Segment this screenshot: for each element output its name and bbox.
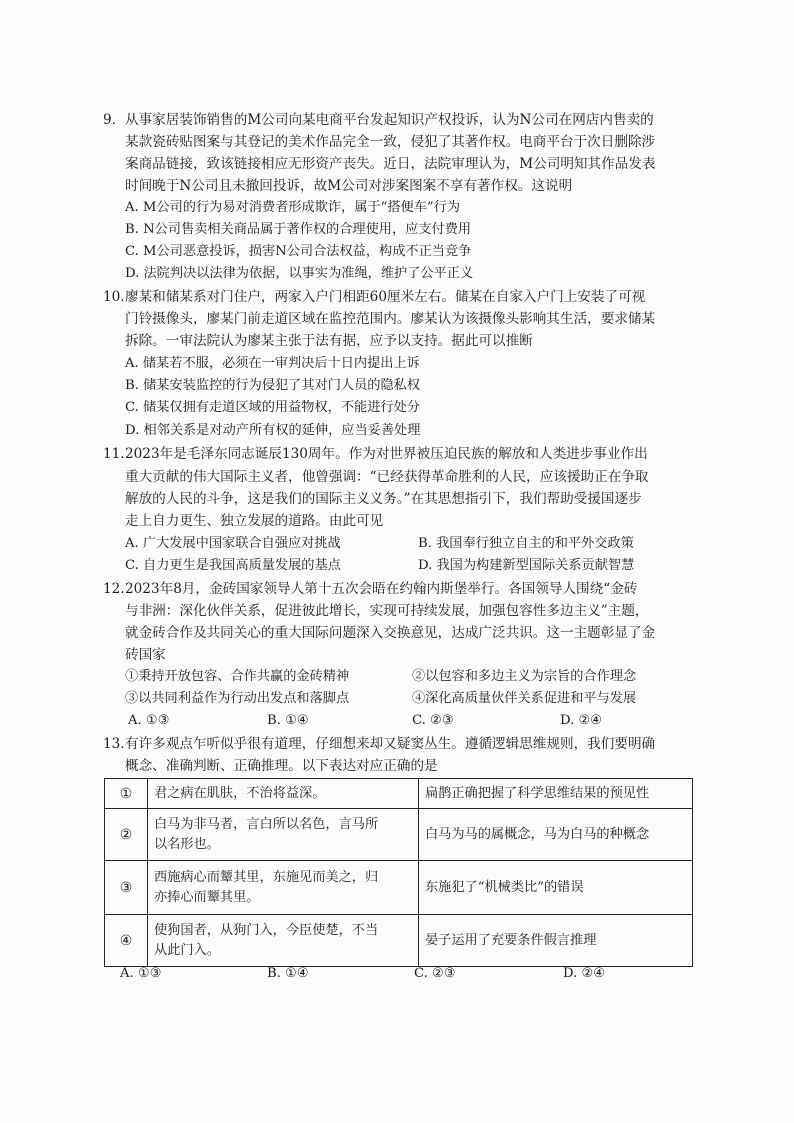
analysis-cell: 白马为马的属概念，马为白马的种概念 [419,809,693,861]
question-stem-line: 时间晚于N公司且未撤回投诉，故M公司对涉案图案不享有著作权。这说明 [125,178,573,194]
question-number: 13. [103,736,125,752]
table-row [105,915,693,967]
question-stem-line: 廖某和储某系对门住户，两家入户门相距60厘米左右。储某在自家入户门上安装了可视 [125,289,646,305]
question-stem-line: 门铃摄像头，廖某门前走道区域在监控范围内。廖某认为该摄像头影响其生活，要求储某 [125,311,656,327]
question-stem-line: 2023年8月，金砖国家领导人第十五次会晤在约翰内斯堡举行。各国领导人围绕“金砖 [125,581,638,597]
logic-table [104,778,693,967]
question-stem-line: 2023年是毛泽东同志诞辰130周年。作为对世界被压迫民族的解放和人类进步事业作出 [125,446,648,462]
question-stem-line: 案商品链接，致该链接相应无形资产丧失。近日，法院审理认为，M公司明知其作品发表 [125,156,656,172]
option-b: B. ①④ [267,966,309,981]
option-b: B. ①④ [267,713,309,728]
option-d: D. 相邻关系是对动产所有权的延伸，应当妥善处理 [125,423,421,438]
option-a: A. ①③ [120,966,162,981]
question-stem-line: 砖国家 [125,647,166,663]
question-stem-line: 解放的人民的斗争，这是我们的国际主义义务。”在其思想指引下，我们帮助受援国逐步 [125,491,642,507]
question-stem-line: 拆除。一审法院认为廖某主张于法有据，应予以支持。据此可以推断 [125,333,533,349]
row-marker: ③ [105,861,148,915]
option-a: A. 储某若不服，必须在一审判决后十日内提出上诉 [125,356,420,371]
option-c: C. ②③ [412,713,454,728]
question-stem-line: 概念、准确判断、正确推理。以下表达对应正确的是 [125,758,438,774]
option-c: C. M公司恶意投诉，损害N公司合法权益，构成不正当竞争 [125,244,472,259]
option-a: A. 广大发展中国家联合自强应对挑战 [125,536,341,551]
question-stem-line: 从事家居装饰销售的M公司向某电商平台发起知识产权投诉，认为N公司在网店内售卖的 [125,112,654,128]
row-marker: ④ [105,915,148,967]
option-b: B. 我国奉行独立自主的和平外交政策 [418,536,634,551]
question-stem-line: 有许多观点乍听似乎很有道理，仔细想来却又疑窦丛生。遵循逻辑思维规则，我们要明确 [125,736,656,752]
statement-4: ④深化高质量伙伴关系促进和平与发展 [412,691,637,706]
option-d: D. ②④ [563,966,606,981]
analysis-cell: 扁鹊正确把握了科学思维结果的预见性 [419,779,693,809]
option-d: D. ②④ [560,713,603,728]
question-stem-line: 与非洲：深化伙伴关系，促进彼此增长，实现可持续发展，加强包容性多边主义”主题， [125,603,649,619]
statement-3: ③以共同利益作为行动出发点和落脚点 [125,691,350,706]
question-number: 11. [103,446,125,462]
statement-1: ①秉持开放包容、合作共赢的金砖精神 [125,669,350,684]
question-number: 9. [103,112,116,128]
question-stem-line: 走上自力更生、独立发展的道路。由此可见 [125,513,384,529]
question-stem-line: 某款瓷砖贴图案与其登记的美术作品完全一致，侵犯了其著作权。电商平台于次日删除涉 [125,134,656,150]
option-d: D. 法院判决以法律为依据，以事实为准绳，维护了公平正义 [125,266,474,281]
analysis-cell: 晏子运用了充要条件假言推理 [419,915,693,967]
quote-cell: 君之病在肌肤，不治将益深。 [148,779,419,809]
question-number: 12. [103,581,125,597]
row-marker: ① [105,779,148,809]
option-b: B. 储某安装监控的行为侵犯了其对门人员的隐私权 [125,378,421,393]
option-c: C. 储某仅拥有走道区域的用益物权，不能进行处分 [125,400,420,415]
table-row [105,809,693,861]
option-b: B. N公司售卖相关商品属于著作权的合理使用，应支付费用 [125,222,472,237]
table-row [105,779,693,809]
statement-2: ②以包容和多边主义为宗旨的合作理念 [412,669,637,684]
question-stem-line: 就金砖合作及共同关心的重大国际问题深入交换意见，达成广泛共识。这一主题彰显了金 [125,625,656,641]
question-stem-line: 重大贡献的伟大国际主义者，他曾强调：“已经获得革命胜利的人民，应该援助正在争取 [125,469,649,485]
option-d: D. 我国为构建新型国际关系贡献智慧 [418,558,635,573]
option-a: A. ①③ [128,713,170,728]
option-c: C. ②③ [414,966,456,981]
row-marker: ② [105,809,148,861]
table-row [105,861,693,915]
quote-cell: 使狗国者，从狗门入，今臣使楚，不当 从此门入。 [148,915,419,967]
option-a: A. M公司的行为易对消费者形成欺诈，属于“搭便车”行为 [125,200,461,215]
question-number: 10. [103,289,125,305]
quote-cell: 西施病心而颦其里，东施见而美之，归 亦捧心而颦其里。 [148,861,419,915]
quote-cell: 白马为非马者，言白所以名色，言马所 以名形也。 [148,809,419,861]
option-c: C. 自力更生是我国高质量发展的基点 [125,558,341,573]
analysis-cell: 东施犯了“机械类比”的错误 [419,861,693,915]
